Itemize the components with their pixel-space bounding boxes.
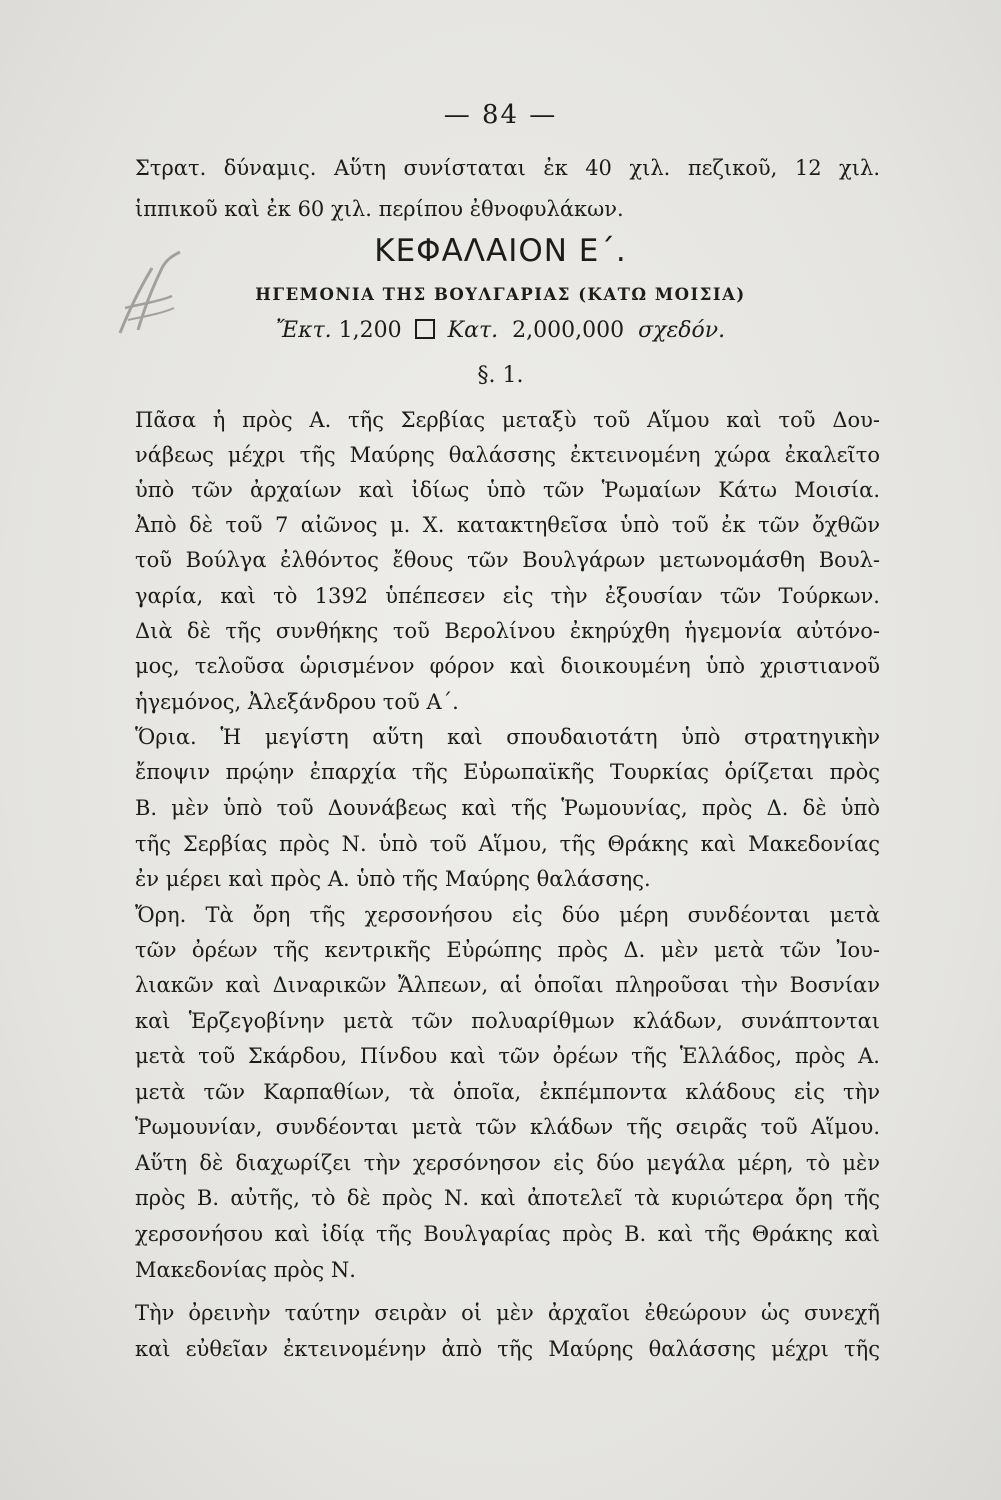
text-line: γαρία, καὶ τὸ 1392 ὑπέπεσεν εἰς τὴν ἐξουσίαν τῶν Τούρκων. <box>135 584 880 608</box>
page-number: — 84 — <box>443 100 558 130</box>
population-label: Κατ. <box>447 318 499 343</box>
text-line: Αὕτη δὲ διαχωρίζει τὴν χερσόνησον εἰς δύο μεγάλα μέρη, τὸ μὲν <box>135 1151 880 1175</box>
text-line: μος, τελοῦσα ὡρισμένον φόρον καὶ διοικουμένη ὑπὸ χριστιανοῦ <box>135 654 880 678</box>
text-line: καὶ Ἑρζεγοβίνην μετὰ τῶν πολυαρίθμων κλάδων, συνάπτονται <box>135 1009 880 1033</box>
text-line: Τὴν ὀρεινὴν ταύτην σειρὰν οἱ μὲν ἀρχαῖοι ἐθεώρουν ὡς συνεχῆ <box>135 1301 880 1325</box>
text-line: τῆς Σερβίας πρὸς Ν. ὑπὸ τοῦ Αἵμου, τῆς Θράκης καὶ Μακεδονίας <box>135 832 880 856</box>
intro-line: ἱππικοῦ καὶ ἐκ 60 χιλ. περίπου ἐθνοφυλάκων. <box>135 197 624 221</box>
text-line: καὶ εὐθεῖαν ἐκτεινομένην ἀπὸ τῆς Μαύρης θαλάσσης μέχρι τῆς <box>135 1337 880 1361</box>
chapter-title: ΚΕΦΑΛΑΙΟΝ Ε΄. <box>374 233 627 269</box>
approx-label: σχεδόν. <box>638 318 726 343</box>
text-line: Β. μὲν ὑπὸ τοῦ Δουνάβεως καὶ τῆς Ῥωμουνίας, πρὸς Δ. δὲ ὑπὸ <box>135 796 880 820</box>
text-line: ἔποψιν πρῴην ἐπαρχία τῆς Εὐρωπαϊκῆς Τουρκίας ὁρίζεται πρὸς <box>135 760 880 784</box>
text-line: ἐν μέρει καὶ πρὸς Α. ὑπὸ τῆς Μαύρης θαλάσσης. <box>135 867 651 891</box>
text-line: Ὄρη. Τὰ ὄρη τῆς χερσονήσου εἰς δύο μέρη συνδέονται μετὰ <box>135 903 880 927</box>
text-line: νάβεως μέχρι τῆς Μαύρης θαλάσσης ἐκτεινομένη χώρα ἐκαλεῖτο <box>135 443 880 467</box>
text-line: χερσονήσου καὶ ἰδίᾳ τῆς Βουλγαρίας πρὸς Β. καὶ τῆς Θράκης καὶ <box>135 1222 880 1246</box>
text-line: Διὰ δὲ τῆς συνθήκης τοῦ Βερολίνου ἐκηρύχθη ἡγεμονία αὐτόνο- <box>135 619 880 643</box>
text-line: πρὸς Β. αὐτῆς, τὸ δὲ πρὸς Ν. καὶ ἀποτελεῖ τὰ κυριώτερα ὄρη τῆς <box>135 1186 880 1210</box>
text-line: Ῥωμουνίαν, συνδέονται μετὰ τῶν κλάδων τῆς σειρᾶς τοῦ Αἵμου. <box>135 1115 880 1139</box>
square-symbol-icon <box>415 319 435 339</box>
text-line: Ἀπὸ δὲ τοῦ 7 αἰῶνος μ. Χ. κατακτηθεῖσα ὑπὸ τοῦ ἐκ τῶν ὄχθῶν <box>135 513 880 537</box>
text-line: τῶν ὀρέων τῆς κεντρικῆς Εὐρώπης πρὸς Δ. μὲν μετὰ τῶν Ἰου- <box>135 938 880 962</box>
chapter-subtitle: ΗΓΕΜΟΝΙΑ ΤΗΣ ΒΟΥΛΓΑΡΙΑΣ (ΚΑΤΩ ΜΟΙΣΙΑ) <box>255 285 746 304</box>
area-label: Ἔκτ. <box>275 318 332 343</box>
text-line: τοῦ Βούλγα ἐλθόντος ἔθους τῶν Βουλγάρων μετωνομάσθη Βουλ- <box>135 548 880 572</box>
area-value: 1,200 <box>338 318 402 343</box>
text-line: Πᾶσα ἡ πρὸς Α. τῆς Σερβίας μεταξὺ τοῦ Αἵμου καὶ τοῦ Δου- <box>135 408 880 432</box>
section-mark: §. 1. <box>477 363 524 388</box>
intro-line: Στρατ. δύναμις. Αὕτη συνίσταται ἐκ 40 χιλ. πεζικοῦ, 12 χιλ. <box>135 156 880 180</box>
text-line: ὑπὸ τῶν ἀρχαίων καὶ ἰδίως ὑπὸ τῶν Ῥωμαίων Κάτω Μοισία. <box>135 478 880 502</box>
population-value: 2,000,000 <box>512 318 625 343</box>
text-line: λιακῶν καὶ Διναρικῶν Ἄλπεων, αἱ ὁποῖαι πληροῦσαι τὴν Βοσνίαν <box>135 973 880 997</box>
text-line: μετὰ τῶν Καρπαθίων, τὰ ὁποῖα, ἐκπέμποντα κλάδους εἰς τὴν <box>135 1080 880 1104</box>
text-line: Μακεδονίας πρὸς Ν. <box>135 1258 356 1282</box>
stats-line <box>0 318 1001 343</box>
text-line: ἡγεμόνος, Ἀλεξάνδρου τοῦ Α΄. <box>135 690 459 714</box>
text-line: Ὅρια. Ἡ μεγίστη αὕτη καὶ σπουδαιοτάτη ὑπὸ στρατηγικὴν <box>135 725 880 749</box>
text-line: μετὰ τοῦ Σκάρδου, Πίνδου καὶ τῶν ὀρέων τῆς Ἑλλάδος, πρὸς Α. <box>135 1044 880 1068</box>
